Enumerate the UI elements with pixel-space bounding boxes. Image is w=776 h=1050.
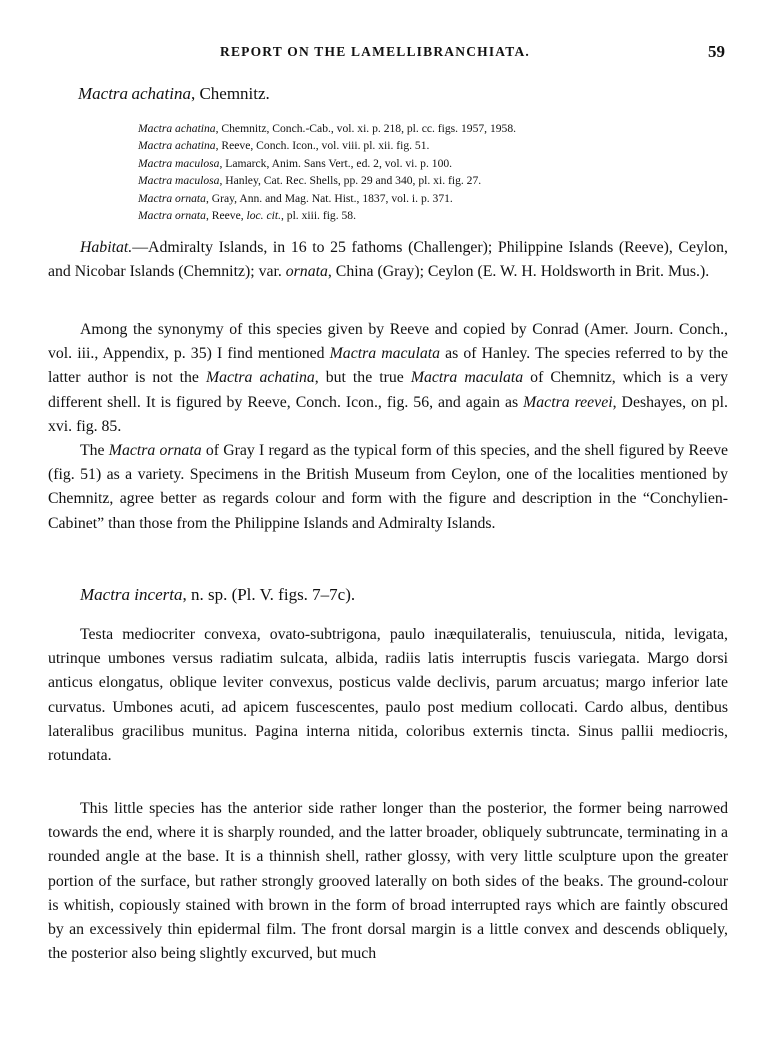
synonym-reference: , Gray, Ann. and Mag. Nat. Hist., 1837, vol. i. p. 371.: [205, 191, 453, 205]
species-name-italic: Mactra maculata: [410, 369, 524, 387]
text-run: , but the true: [314, 369, 411, 387]
synonym-reference: , Chemnitz, Conch.-Cab., vol. xi. p. 218, pl. cc. figs. 1957, 1958.: [215, 122, 517, 135]
text-run: of Gray I regard as the typical form of this species, and the shell figured by Reeve (fig. 51) as a variety. Specimens in the British Museum from Ceylon, one of the localities mentioned by Chemnitz, agree better as regards colour and form with the figure and description in the “Conchylien-Cabinet” than those from the Philippine Islands and Admiralty Islands.: [48, 442, 728, 532]
synonym-reference: , Reeve, Conch. Icon., vol. viii. pl. xii. fig. 51.: [215, 139, 430, 153]
species-name: Mactra incerta: [80, 585, 183, 604]
text-run: as of Hanley. The species referred to by the latter author is not the: [48, 345, 728, 387]
species-heading-incerta: [80, 585, 355, 605]
english-description: [48, 797, 728, 966]
species-suffix: , n. sp. (Pl. V. figs. 7–7c).: [182, 585, 356, 604]
synonymy-list: [138, 120, 516, 224]
synonym-reference-italic: loc. cit.: [246, 209, 281, 223]
synonymy-entry: [138, 155, 516, 172]
synonym-reference-tail: , pl. xiii. fig. 58.: [280, 209, 357, 223]
page-number: 59: [708, 42, 725, 61]
latin-diagnosis: [48, 623, 728, 768]
running-title: REPORT ON THE LAMELLIBRANCHIATA.: [220, 44, 530, 59]
habitat-variety: ornata: [285, 263, 328, 281]
synonymy-entry: [138, 137, 516, 154]
synonym-reference: , Hanley, Cat. Rec. Shells, pp. 29 and 340, pl. xi. fig. 27.: [219, 174, 482, 188]
synonym-name: Mactra achatina: [138, 139, 216, 153]
synonym-reference: , Lamarck, Anim. Sans Vert., ed. 2, vol. vi. p. 100.: [219, 156, 453, 170]
synonymy-entry: [138, 207, 516, 224]
synonym-reference: , Reeve,: [205, 209, 247, 223]
species-name-italic: Mactra maculata: [329, 345, 441, 363]
habitat-text-end: , China (Gray); Ceylon (E. W. H. Holdsworth in Brit. Mus.).: [327, 263, 710, 281]
latin-diagnosis-text: Testa mediocriter convexa, ovato-subtrigona, paulo inæquilateralis, tenuiuscula, nitida, levigata, utrinque umbones versus radiatim sulcata, albida, radiis latis interruptis fuscis variegata. Margo dorsi anticus elongatus, oblique leviter convexus, posticus valde declivis, parum arcuatus; margo inferior late curvatus. Umbones acuti, ad apicem fuscescentes, paulo post medium collocati. Cardo albus, dentibus lateralibus gracilibus munitus. Pagina interna nitida, coloribus externis tincta. Sinus pallii mediocris, rotundata.: [48, 626, 728, 765]
species-name-italic: Mactra achatina: [205, 369, 315, 387]
synonymy-entry: [138, 190, 516, 207]
synonym-name: Mactra maculosa: [138, 174, 220, 188]
text-run: The: [80, 442, 109, 460]
synonymy-entry: [138, 120, 516, 137]
synonym-name: Mactra ornata: [138, 191, 206, 205]
species-name-italic: Mactra reevei: [523, 393, 613, 411]
habitat-text: —Admiralty Islands, in 16 to 25 fathoms (Challenger); Philippine Islands (Reeve), Ceylon, and Nicobar Islands (Chemnitz); var.: [48, 239, 728, 281]
discussion-paragraph-synonymy: [48, 318, 728, 439]
habitat-label: Habitat.: [80, 239, 133, 256]
habitat-paragraph: [48, 236, 728, 284]
species-heading-achatina: [78, 84, 270, 104]
discussion-block: [48, 318, 728, 536]
text-run: of Chemnitz, which is a very different shell. It is figured by Reeve, Conch. Icon., fig. 56, and again as: [48, 369, 729, 411]
text-run: , Deshayes, on pl. xvi. fig. 85.: [48, 393, 728, 435]
english-description-text: This little species has the anterior side rather longer than the posterior, the former being narrowed towards the end, where it is sharply rounded, and the latter broader, obliquely subtruncate, terminating in a rounded angle at the base. It is a thinnish shell, rather glossy, with very little sculpture upon the greater portion of the surface, but rather strongly grooved laterally on both sides of the beaks. The ground-colour is whitish, copiously stained with brown in the form of broad interrupted rays which are faintly obscured by an excessively thin epidermal film. The front dorsal margin is a little convex and descends obliquely, the posterior also being slightly excurved, but much: [48, 800, 728, 963]
text-run: Among the synonymy of this species given by Reeve and copied by Conrad (Amer. Journ. Conch., vol. iii., Appendix, p. 35) I find mentioned: [48, 321, 728, 363]
synonym-name: Mactra achatina: [138, 122, 216, 135]
synonym-name: Mactra maculosa: [138, 156, 220, 170]
species-genus: Mactra: [78, 84, 129, 103]
synonym-name: Mactra ornata: [138, 209, 206, 223]
synonymy-entry: [138, 172, 516, 189]
species-name-italic: Mactra ornata: [108, 442, 202, 460]
species-author: , Chemnitz.: [190, 84, 270, 103]
species-epithet: achatina: [131, 84, 191, 103]
discussion-paragraph-variety: [48, 439, 728, 536]
